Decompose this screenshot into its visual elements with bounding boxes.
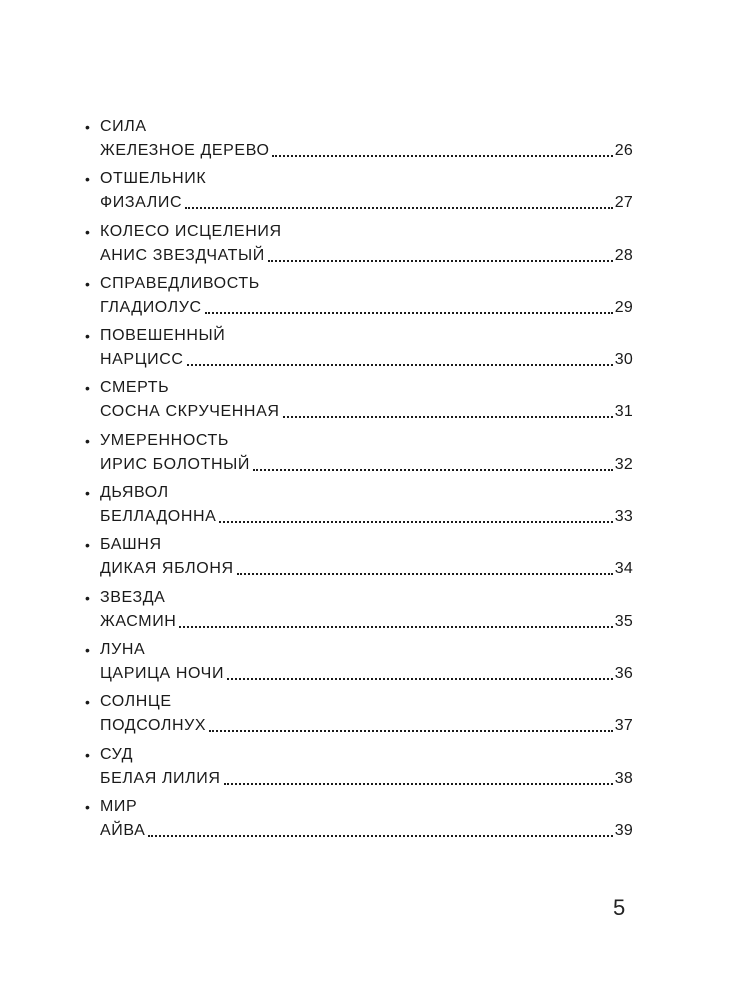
card-line (85, 638, 633, 662)
plant-line (85, 453, 633, 477)
entry-page-number: 26 (614, 142, 633, 159)
plant-line (85, 767, 633, 791)
dot-leader (219, 521, 612, 523)
entry-page-number: 33 (614, 508, 633, 526)
plant-line (85, 191, 633, 215)
entry-page-number: 31 (614, 403, 633, 421)
plant-line (85, 714, 633, 738)
bullet-icon: • (85, 275, 91, 292)
card-line (85, 220, 633, 244)
card-line (85, 324, 633, 348)
card-line (85, 429, 633, 453)
card-title: СМЕРТЬ (100, 379, 170, 397)
plant-title: СОСНА СКРУЧЕННАЯ (100, 403, 280, 421)
toc-entry (85, 638, 633, 690)
bullet-icon: • (85, 589, 91, 606)
card-title: СУД (100, 745, 134, 763)
plant-line (85, 610, 633, 634)
toc-entry (85, 167, 633, 219)
card-title: ДЬЯВОЛ (100, 484, 169, 502)
bullet-icon: • (85, 119, 91, 135)
dot-leader (268, 260, 613, 262)
entry-page-number: 35 (614, 612, 633, 630)
entry-page-number: 38 (614, 769, 633, 787)
page-number: 5 (613, 895, 626, 920)
card-line (85, 376, 633, 400)
card-title: КОЛЕСО ИСЦЕЛЕНИЯ (100, 222, 282, 240)
toc-entry (85, 743, 633, 795)
toc-entry (85, 324, 633, 376)
entry-page-number: 29 (614, 298, 633, 316)
card-title: УМЕРЕННОСТЬ (100, 431, 229, 449)
card-title: ПОВЕШЕННЫЙ (100, 327, 226, 345)
toc-entry (85, 376, 633, 428)
card-title: БАШНЯ (100, 536, 162, 554)
plant-line (85, 505, 633, 529)
bullet-icon: • (85, 537, 91, 554)
card-line (85, 795, 633, 819)
plant-line (85, 348, 633, 372)
toc-entry (85, 481, 633, 533)
card-title: ЛУНА (100, 640, 146, 658)
plant-title: АЙВА (100, 821, 146, 839)
entry-page-number: 39 (614, 821, 633, 839)
dot-leader (148, 835, 612, 837)
bullet-icon: • (85, 798, 91, 815)
toc-entry (85, 272, 633, 324)
plant-title: ПОДСОЛНУХ (100, 717, 207, 735)
bullet-icon: • (85, 641, 91, 658)
card-title: МИР (100, 797, 138, 815)
card-line (85, 272, 633, 296)
plant-line (85, 662, 633, 686)
bullet-icon: • (85, 485, 91, 502)
dot-leader (187, 364, 613, 366)
bullet-icon: • (85, 432, 91, 449)
entry-page-number: 27 (614, 194, 633, 212)
plant-line (85, 557, 633, 581)
entry-page-number: 30 (614, 351, 633, 369)
dot-leader (185, 207, 613, 209)
toc-entry (85, 115, 633, 167)
plant-title: ЖАСМИН (100, 612, 177, 630)
entry-page-number: 34 (614, 560, 633, 578)
plant-title: ДИКАЯ ЯБЛОНЯ (100, 560, 234, 578)
plant-title: БЕЛАЯ ЛИЛИЯ (100, 769, 221, 787)
card-title: СОЛНЦЕ (100, 693, 172, 711)
bullet-icon: • (85, 223, 91, 240)
card-title: ЗВЕЗДА (100, 588, 166, 606)
bullet-icon: • (85, 328, 91, 345)
dot-leader (283, 416, 613, 418)
card-line (85, 481, 633, 505)
plant-title: НАРЦИСС (100, 351, 184, 369)
plant-line (85, 296, 633, 320)
card-line (85, 115, 633, 139)
bullet-icon: • (85, 171, 91, 188)
card-title: ОТШЕЛЬНИК (100, 170, 207, 188)
card-line (85, 167, 633, 191)
dot-leader (237, 573, 613, 575)
dot-leader (209, 730, 613, 732)
dot-leader (227, 678, 613, 680)
dot-leader (224, 783, 613, 785)
card-line (85, 586, 633, 610)
plant-title: БЕЛЛАДОННА (100, 508, 217, 526)
plant-line (85, 400, 633, 424)
dot-leader (179, 626, 612, 628)
card-line (85, 743, 633, 767)
bullet-icon: • (85, 380, 91, 397)
dot-leader (272, 155, 612, 157)
bullet-icon: • (85, 746, 91, 763)
dot-leader (253, 469, 613, 471)
plant-line (85, 244, 633, 268)
toc-entry (85, 220, 633, 272)
entry-page-number: 36 (614, 664, 633, 682)
toc-entry (85, 586, 633, 638)
plant-title: ФИЗАЛИС (100, 194, 183, 212)
toc-entry (85, 795, 633, 847)
plant-title: ЖЕЛЕЗНОЕ ДЕРЕВО (100, 142, 270, 159)
card-title: СПРАВЕДЛИВОСТЬ (100, 274, 260, 292)
plant-title: ГЛАДИОЛУС (100, 298, 202, 316)
plant-title: АНИС ЗВЕЗДЧАТЫЙ (100, 246, 265, 264)
entry-page-number: 28 (614, 246, 633, 264)
toc-entry (85, 690, 633, 742)
plant-title: ИРИС БОЛОТНЫЙ (100, 455, 250, 473)
plant-line (85, 819, 633, 843)
plant-title: ЦАРИЦА НОЧИ (100, 664, 225, 682)
card-title: СИЛА (100, 118, 147, 135)
entry-page-number: 37 (614, 717, 633, 735)
table-of-contents (85, 115, 633, 847)
bullet-icon: • (85, 694, 91, 711)
plant-line (85, 139, 633, 163)
card-line (85, 690, 633, 714)
card-line (85, 533, 633, 557)
entry-page-number: 32 (614, 455, 633, 473)
toc-entry (85, 429, 633, 481)
dot-leader (205, 312, 613, 314)
toc-entry (85, 533, 633, 585)
